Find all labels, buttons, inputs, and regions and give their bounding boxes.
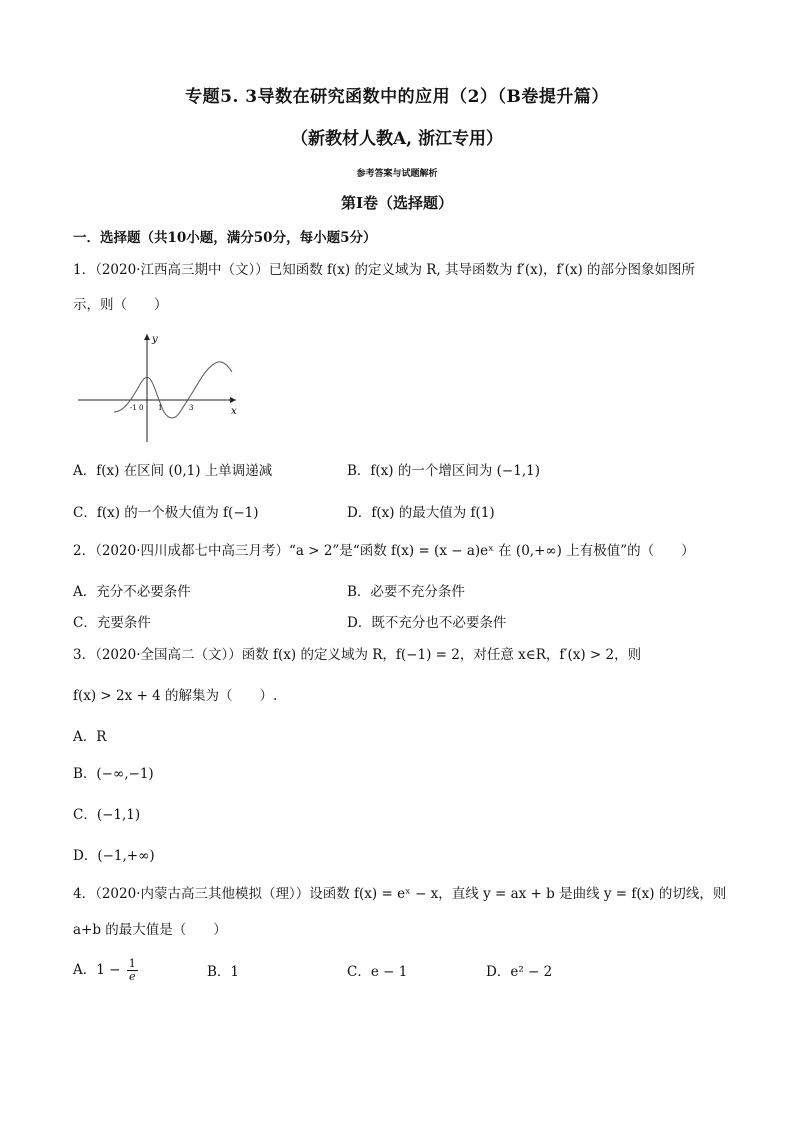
q2-option-c[interactable]: C．充要条件 xyxy=(73,615,151,631)
q2-stem: 2．（2020·四川成都七中高三月考）“a > 2”是“函数 f(x) = (x − a)eˣ 在 (0,+∞) 上有极值”的（ ） xyxy=(73,543,695,559)
q3-stem-line2: f(x) > 2x + 4 的解集为（ ）. xyxy=(73,688,278,704)
page-subtitle: （新教材人教A, 浙江专用） xyxy=(290,129,504,149)
tick-1: 1 xyxy=(158,404,163,412)
q4-option-a-prefix: A．1 − xyxy=(73,962,121,979)
q4-option-d[interactable]: D．e² − 2 xyxy=(486,964,553,980)
y-axis-label: y xyxy=(152,334,158,345)
q1-stem-line2: 示，则（ ） xyxy=(73,297,168,313)
volume-heading: 第Ⅰ卷（选择题） xyxy=(340,194,454,212)
q4-option-b[interactable]: B．1 xyxy=(207,964,240,980)
q2-option-b[interactable]: B．必要不充分条件 xyxy=(347,584,465,600)
q2-option-a[interactable]: A．充分不必要条件 xyxy=(73,584,191,600)
page-title: 专题5. 3导数在研究函数中的应用（2）（B卷提升篇） xyxy=(185,87,609,107)
fraction-numerator: 1 xyxy=(128,957,136,970)
fraction-denominator: e xyxy=(128,970,136,984)
tick-0: 0 xyxy=(139,404,144,412)
q1-option-b[interactable]: B．f(x) 的一个增区间为 (−1,1) xyxy=(347,463,540,479)
q4-option-a[interactable] xyxy=(73,958,138,983)
q2-option-d[interactable]: D．既不充分也不必要条件 xyxy=(347,615,507,631)
q1-option-c[interactable]: C．f(x) 的一个极大值为 f(−1) xyxy=(73,505,259,521)
y-axis-arrow xyxy=(144,334,150,340)
section-heading: 一．选择题（共10小题，满分50分，每小题5分） xyxy=(73,230,377,246)
q3-stem-line1: 3．（2020·全国高二（文））函数 f(x) 的定义域为 R，f(−1) = 2，对任意 x∈R，f′(x) > 2，则 xyxy=(73,647,642,663)
q4-option-c[interactable]: C．e − 1 xyxy=(347,964,408,980)
q3-option-b[interactable]: B．(−∞,−1) xyxy=(73,766,154,782)
q1-option-d[interactable]: D．f(x) 的最大值为 f(1) xyxy=(347,505,495,521)
answer-note: 参考答案与试题解析 xyxy=(356,169,438,179)
q1-option-a[interactable]: A．f(x) 在区间 (0,1) 上单调递减 xyxy=(73,463,273,479)
q3-option-a[interactable]: A．R xyxy=(73,729,107,745)
x-axis-arrow xyxy=(230,397,236,403)
x-axis-label: x xyxy=(231,406,237,417)
q3-option-c[interactable]: C．(−1,1) xyxy=(73,807,141,823)
q3-option-d[interactable]: D．(−1,+∞) xyxy=(73,848,155,864)
tick-3: 3 xyxy=(189,404,194,412)
q4-stem-line2: a+b 的最大值是（ ） xyxy=(73,922,227,938)
derivative-graph xyxy=(76,330,246,445)
tick-neg1: -1 xyxy=(130,404,137,412)
q1-stem-line1: 1．（2020·江西高三期中（文））已知函数 f(x) 的定义域为 R, 其导函数为 f′(x)，f′(x) 的部分图象如图所 xyxy=(73,262,696,278)
q4-option-a-fraction xyxy=(127,958,138,983)
q4-stem-line1: 4．（2020·内蒙古高三其他模拟（理））设函数 f(x) = eˣ − x，直线 y = ax + b 是曲线 y = f(x) 的切线，则 xyxy=(73,886,727,902)
